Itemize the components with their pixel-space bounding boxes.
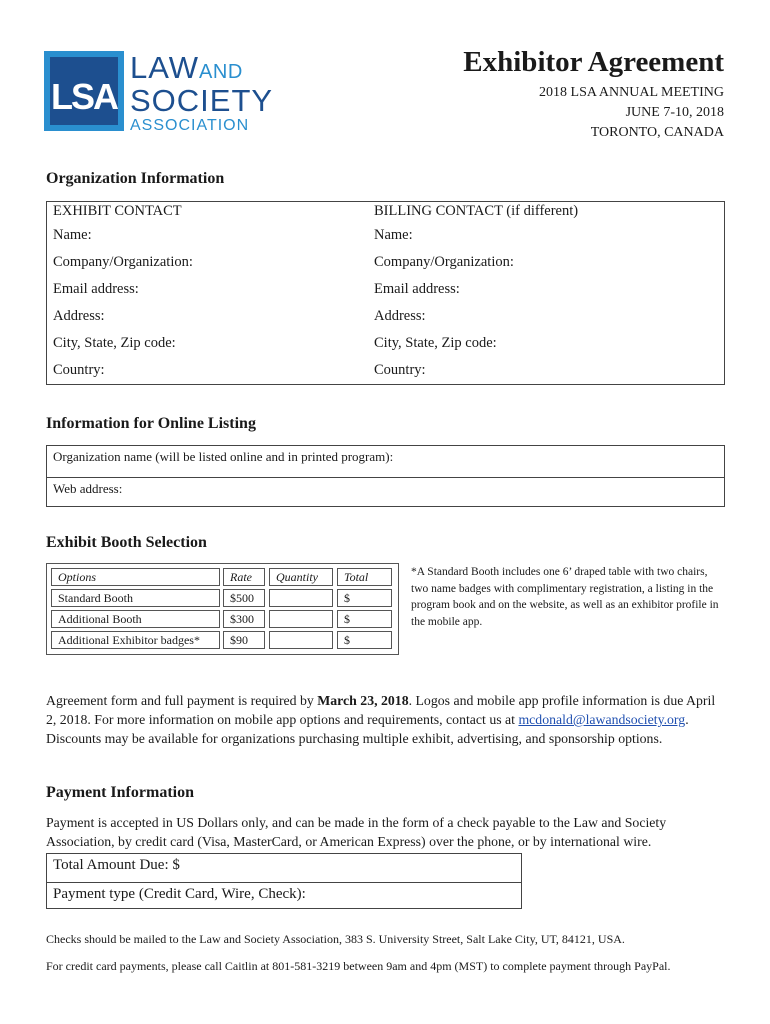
exhibit-email-field[interactable]: Email address: bbox=[53, 281, 139, 297]
payment-info-text: Payment is accepted in US Dollars only, and can be made in the form of a check payable to the Law and Society Association, by credit card (Visa, MasterCard, or American Express) over the phone, or by international wire. bbox=[46, 815, 667, 849]
svg-text:LSA: LSA bbox=[51, 76, 117, 117]
web-address-field[interactable]: Web address: bbox=[47, 477, 724, 508]
logo-society-word: SOCIETY bbox=[130, 83, 274, 118]
billing-address-field[interactable]: Address: bbox=[374, 308, 426, 324]
logo-and-word: AND bbox=[199, 61, 243, 83]
lsa-logo bbox=[44, 51, 274, 135]
booth-total-additional[interactable]: $ bbox=[337, 610, 392, 628]
booth-header-quantity: Quantity bbox=[269, 568, 333, 586]
booth-total-badges[interactable]: $ bbox=[337, 631, 392, 649]
booth-option-standard: Standard Booth bbox=[51, 589, 220, 607]
exhibit-name-field[interactable]: Name: bbox=[53, 227, 92, 243]
credit-card-note: For credit card payments, please call Caitlin at 801-581-3219 between 9am and 4pm (MST) to complete payment through PayPal. bbox=[46, 959, 671, 973]
booth-option-additional: Additional Booth bbox=[51, 610, 220, 628]
online-listing-heading: Information for Online Listing bbox=[46, 415, 256, 432]
standard-booth-note: *A Standard Booth includes one 6’ draped table with two chairs, two name badges with complimentary registration, a listing in the program book and on the website, as well as an exhibitor profile in the mobile app. bbox=[411, 566, 719, 628]
booth-selection-heading: Exhibit Booth Selection bbox=[46, 534, 207, 551]
exhibit-address-field[interactable]: Address: bbox=[53, 308, 105, 324]
booth-option-badges: Additional Exhibitor badges* bbox=[51, 631, 220, 649]
booth-rate-badges: $90 bbox=[223, 631, 265, 649]
booth-quantity-standard-input[interactable] bbox=[269, 589, 333, 607]
booth-quantity-additional-input[interactable] bbox=[269, 610, 333, 628]
lsa-logo-mark bbox=[44, 51, 124, 131]
org-info-heading: Organization Information bbox=[46, 170, 225, 187]
booth-rate-additional: $300 bbox=[223, 610, 265, 628]
online-listing-box bbox=[46, 445, 725, 507]
contact-email-link[interactable]: mcdonald@lawandsociety.org bbox=[518, 712, 686, 727]
checks-mailing-note: Checks should be mailed to the Law and Society Association, 383 S. University Street, Salt Lake City, UT, 84121, USA. bbox=[46, 932, 625, 946]
total-amount-field[interactable]: Total Amount Due: $ bbox=[53, 857, 180, 873]
logo-association-word: ASSOCIATION bbox=[130, 117, 250, 134]
payment-type-field[interactable]: Payment type (Credit Card, Wire, Check): bbox=[47, 882, 521, 910]
exhibit-company-field[interactable]: Company/Organization: bbox=[53, 254, 193, 270]
exhibit-contact-title: EXHIBIT CONTACT bbox=[53, 203, 182, 219]
billing-city-field[interactable]: City, State, Zip code: bbox=[374, 335, 497, 351]
booth-total-standard[interactable]: $ bbox=[337, 589, 392, 607]
exhibit-country-field[interactable]: Country: bbox=[53, 362, 105, 378]
booth-header-total: Total bbox=[337, 568, 392, 586]
booth-rate-standard: $500 bbox=[223, 589, 265, 607]
booth-header-options: Options bbox=[51, 568, 220, 586]
payment-box bbox=[46, 853, 522, 909]
booth-table bbox=[46, 563, 399, 655]
billing-contact-title: BILLING CONTACT (if different) bbox=[374, 203, 579, 219]
organization-name-field[interactable]: Organization name (will be listed online and in printed program): bbox=[53, 449, 394, 464]
exhibit-city-field[interactable]: City, State, Zip code: bbox=[53, 335, 176, 351]
payment-deadline: March 23, 2018 bbox=[317, 693, 409, 708]
billing-country-field[interactable]: Country: bbox=[374, 362, 426, 378]
meeting-location: TORONTO, CANADA bbox=[590, 125, 724, 140]
billing-email-field[interactable]: Email address: bbox=[374, 281, 460, 297]
org-info-box bbox=[46, 201, 725, 385]
booth-header-rate: Rate bbox=[223, 568, 265, 586]
booth-quantity-badges-input[interactable] bbox=[269, 631, 333, 649]
billing-name-field[interactable]: Name: bbox=[374, 227, 413, 243]
meeting-dates: JUNE 7-10, 2018 bbox=[625, 105, 724, 120]
agreement-paragraph: Agreement form and full payment is required by March 23, 2018. Logos and mobile app profile information is due April 2, 2018. For more information on mobile app options and requirements, contact us at mcdonald@lawandsociety.org. Discounts may be available for organizations purchasing multiple exhibit, advertising, and sponsorship options. bbox=[46, 693, 716, 746]
billing-company-field[interactable]: Company/Organization: bbox=[374, 254, 514, 270]
payment-info-heading: Payment Information bbox=[46, 784, 194, 801]
document-title: Exhibitor Agreement bbox=[463, 46, 724, 78]
meeting-name: 2018 LSA ANNUAL MEETING bbox=[539, 85, 724, 100]
logo-law-word: LAWAND bbox=[130, 50, 243, 85]
